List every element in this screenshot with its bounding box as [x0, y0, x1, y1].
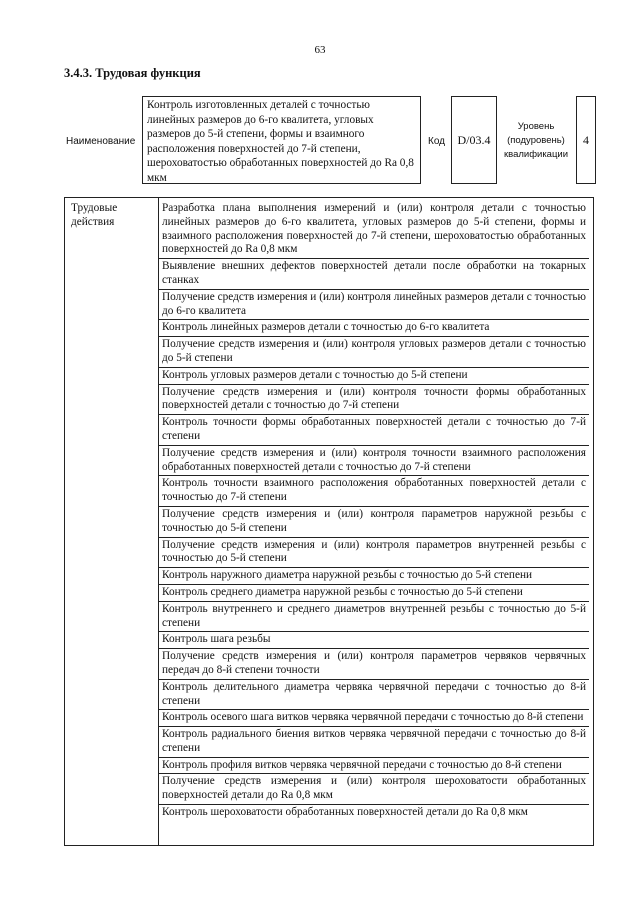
labor-action-row: Получение средств измерения и (или) контроля параметров наружной резьбы с точностью до 5-й степени — [159, 507, 589, 538]
labor-action-row: Контроль точности взаимного расположения обработанных поверхностей детали с точностью до 7-й степени — [159, 476, 589, 507]
labor-action-row: Получение средств измерения и (или) контроля параметров червяков червячных передач до 8-й степени точности — [159, 649, 589, 680]
code-label: Код — [428, 136, 446, 147]
labor-action-row: Получение средств измерения и (или) контроля угловых размеров детали с точностью до 5-й степени — [159, 337, 589, 368]
labor-action-row: Контроль точности формы обработанных поверхностей детали с точностью до 7-й степени — [159, 415, 589, 446]
labor-action-row: Контроль внутреннего и среднего диаметров внутренней резьбы с точностью до 5-й степени — [159, 602, 589, 633]
labor-action-row: Выявление внешних дефектов поверхностей детали после обработки на токарных станках — [159, 259, 589, 290]
labor-action-row: Контроль линейных размеров детали с точностью до 6-го квалитета — [159, 320, 589, 337]
labor-action-row: Контроль шага резьбы — [159, 632, 589, 649]
labor-action-row: Контроль угловых размеров детали с точностью до 5-й степени — [159, 368, 589, 385]
labor-action-row: Разработка плана выполнения измерений и (или) контроля детали с точностью линейных размеров до 6-го квалитета, угловых размеров до 5-й степени, формы и взаимного расположения поверхностей до 7-й степени, шероховатостью обработанных поверхностей до Ra 0,8 мкм — [159, 202, 589, 259]
labor-actions-list — [159, 202, 589, 821]
page-number: 63 — [314, 44, 326, 56]
labor-action-row: Получение средств измерения и (или) контроля точности взаимного расположения обработанных поверхностей детали с точностью до 7-й степени — [159, 446, 589, 477]
labor-action-row: Контроль наружного диаметра наружной резьбы с точностью до 5-й степени — [159, 568, 589, 585]
labor-action-row: Контроль радиального биения витков червяка червячной передачи с точностью до 8-й степени — [159, 727, 589, 758]
qualification-level-box — [576, 96, 596, 184]
qualification-level-label — [501, 120, 571, 162]
labor-actions-label: Трудовые действия — [71, 202, 118, 228]
labor-action-row: Контроль шероховатости обработанных поверхностей детали до Ra 0,8 мкм — [162, 806, 528, 819]
name-label: Наименование — [66, 136, 136, 147]
code-value: D/03.4 — [457, 132, 491, 147]
labor-action-row: Получение средств измерения и (или) контроля шероховатости обработанных поверхностей детали до Ra 0,8 мкм — [159, 774, 589, 805]
qualification-level-value: 4 — [583, 132, 589, 147]
labor-action-row: Контроль профиля витков червяка червячной передачи с точностью до 8-й степени — [159, 758, 589, 775]
labor-action-row: Контроль делительного диаметра червяка червячной передачи с точностью до 8-й степени — [159, 680, 589, 711]
labor-action-row: Получение средств измерения и (или) контроля точности формы обработанных поверхностей детали с точностью до 7-й степени — [159, 385, 589, 416]
section-title: 3.4.3. Трудовая функция — [64, 66, 201, 80]
labor-action-row: Контроль среднего диаметра наружной резьбы с точностью до 5-й степени — [159, 585, 589, 602]
level-label-line1: Уровень — [517, 121, 555, 132]
labor-action-row: Контроль осевого шага витков червяка червячной передачи с точностью до 8-й степени — [159, 710, 589, 727]
function-name-value: Контроль изготовленных деталей с точностью линейных размеров до 6-го квалитета, угловых размеров до 5-й степени, формы и взаимного расположения поверхностей до 7-й степени, шероховатостью обработанных поверхностей до Ra 0,8 мкм — [147, 99, 414, 184]
level-label-line2: (подуровень) — [507, 135, 565, 146]
code-box — [451, 96, 497, 184]
function-name-box — [142, 96, 421, 184]
labor-action-row: Получение средств измерения и (или) контроля параметров внутренней резьбы с точностью до 5-й степени — [159, 538, 589, 569]
level-label-line3: квалификации — [503, 149, 569, 160]
labor-action-row: Получение средств измерения и (или) контроля линейных размеров детали с точностью до 6-го квалитета — [159, 290, 589, 321]
labor-actions-table — [64, 197, 594, 846]
